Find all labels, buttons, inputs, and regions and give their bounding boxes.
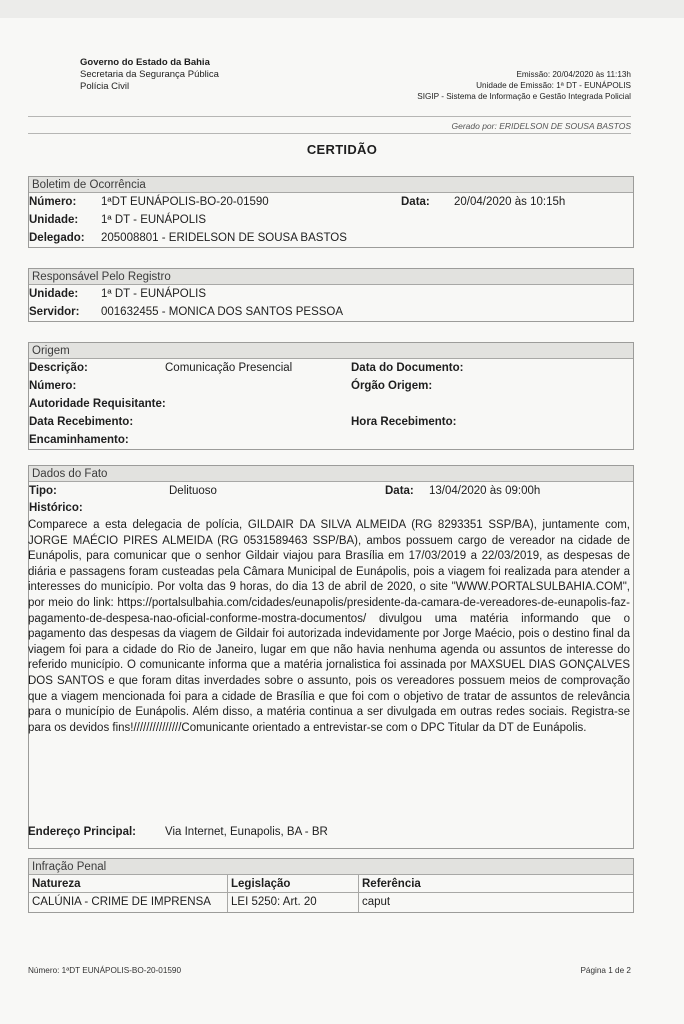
tipo-label: Tipo: <box>29 485 57 497</box>
endereco-label: Endereço Principal: <box>28 826 137 838</box>
historico-text: Comparece a esta delegacia de polícia, GILDAIR DA SILVA ALMEIDA (RG 8293351 SSP/BA), juntamente com, JORGE MAÉCIO PIRES ALMEIDA (RG 0531589463 SSP/BA), ambos possuem cargo de vereador na cidade de Eunápolis, para comunicar que o senhor Gildair viajou para Brasília em 17/03/2019 a 22/03/2019, as despesas de diária e passagens foram custeadas pela Câmara Municipal de Eunápolis, pois a viagem foi realizada para atender a interesses do município. Por volta das 9 horas, do dia 13 de abril de 2020, o site "WWW.PORTALSULBAHIA.COM", por meio do link: https://portalsulbahia.com/cidades/eunapolis/presidente-da-camara-de-vereadores-de-eunapolis-faz-pagamento-de-despesa-nao-oficial-conforme-mostra-documentos/ divulgou uma matéria informando que o pagamento das despesas da viagem de Gildair foi autorizada indevidamente por Jorge Maécio, pois o destino final da viagem foi para a cidade do Rio de Janeiro, lugar em que não havia nenhuma agenda ou assuntos de interesse do referido município. O comunicante informa que a matéria jornalistica foi assinada por MAXSUEL DIAS GONÇALVES DOS SANTOS e que foram ditas inverdades sobre o assunto, pois os vereadores possuem meios de comprovação que a viagem mencionada foi para a cidade de Brasília e que foi com o objetivo de tratar de assuntos de relevância para o município de Eunápolis. Além disso, a matéria continua a ser divulgada em outras redes sociais. Registra-se para os devidos fins!///////////////Comunicante orientado a entrevistar-se com o DPC Titular da DT de Eunápolis. <box>28 519 630 734</box>
section-boletim <box>28 176 634 248</box>
column-header-legislacao: Legislação <box>228 875 359 893</box>
numero-label: Número: <box>29 380 77 392</box>
section-heading: Origem <box>29 343 633 359</box>
origem-row-numero <box>29 377 633 395</box>
section-heading: Boletim de Ocorrência <box>29 177 633 193</box>
origem-row-recebimento <box>29 413 633 431</box>
secretaria-name: Secretaria da Segurança Pública <box>80 69 219 80</box>
section-heading: Dados do Fato <box>29 466 633 482</box>
data-documento-label: Data do Documento: <box>351 362 464 374</box>
infracao-table <box>29 875 633 912</box>
page-title: CERTIDÃO <box>306 142 378 157</box>
header-divider <box>28 116 631 117</box>
boletim-row-unidade <box>29 211 633 229</box>
historico-label: Histórico: <box>29 502 83 514</box>
origem-row-autoridade <box>29 395 633 413</box>
tipo-value: Delituoso <box>169 485 217 497</box>
gerado-por: Gerado por: ERIDELSON DE SOUSA BASTOS <box>451 121 631 131</box>
unidade-label: Unidade: <box>29 288 79 300</box>
delegado-label: Delegado: <box>29 232 85 244</box>
descricao-value: Comunicação Presencial <box>165 362 293 374</box>
boletim-row-numero <box>29 193 633 211</box>
natureza-cell: CALÚNIA - CRIME DE IMPRENSA <box>32 896 211 908</box>
origem-row-encaminhamento <box>29 431 633 449</box>
delegado-value: 205008801 - ERIDELSON DE SOUSA BASTOS <box>101 232 347 244</box>
encaminhamento-label: Encaminhamento: <box>29 434 129 446</box>
top-band <box>0 0 684 19</box>
referencia-cell: caput <box>359 893 634 912</box>
fato-row-historico-label <box>29 500 633 516</box>
responsavel-row-unidade <box>29 285 633 303</box>
servidor-label: Servidor: <box>29 306 80 318</box>
section-heading: Responsável Pelo Registro <box>29 269 633 285</box>
unidade-emissao-text: Unidade de Emissão: 1ª DT - EUNÁPOLIS <box>476 81 631 90</box>
table-row <box>29 893 633 912</box>
data-value: 13/04/2020 às 09:00h <box>429 485 541 497</box>
header-right <box>417 69 631 102</box>
data-value: 20/04/2020 às 10:15h <box>454 196 566 208</box>
footer-pagina: Página 1 de 2 <box>580 966 631 975</box>
section-origem <box>28 342 634 450</box>
section-heading: Infração Penal <box>29 859 633 875</box>
org-name: Governo do Estado da Bahia <box>80 57 210 68</box>
orgao-origem-label: Órgão Origem: <box>351 380 433 392</box>
footer-numero: Número: 1ªDT EUNÁPOLIS-BO-20-01590 <box>28 966 182 975</box>
endereco-value: Via Internet, Eunapolis, BA - BR <box>165 826 328 838</box>
numero-label: Número: <box>29 196 77 208</box>
responsavel-row-servidor <box>29 303 633 321</box>
table-header-row <box>29 875 633 893</box>
data-label: Data: <box>401 196 430 208</box>
unidade-label: Unidade: <box>29 214 79 226</box>
boletim-row-delegado <box>29 229 633 247</box>
fato-row-endereco <box>28 823 630 841</box>
policia-name: Polícia Civil <box>80 81 130 92</box>
gerado-divider <box>28 133 631 134</box>
data-label: Data: <box>385 485 414 497</box>
section-responsavel <box>28 268 634 322</box>
origem-row-descricao <box>29 359 633 377</box>
data-recebimento-label: Data Recebimento: <box>29 416 134 428</box>
column-header-referencia: Referência <box>359 875 634 893</box>
autoridade-label: Autoridade Requisitante: <box>29 398 166 410</box>
descricao-label: Descrição: <box>29 362 88 374</box>
unidade-value: 1ª DT - EUNÁPOLIS <box>101 288 207 300</box>
servidor-value: 001632455 - MONICA DOS SANTOS PESSOA <box>101 306 344 318</box>
legislacao-cell: LEI 5250: Art. 20 <box>228 893 359 912</box>
sistema-text: SIGIP - Sistema de Informação e Gestão Integrada Policial <box>417 92 631 101</box>
column-header-natureza: Natureza <box>29 875 228 893</box>
hora-recebimento-label: Hora Recebimento: <box>351 416 457 428</box>
fato-row-tipo <box>29 482 633 500</box>
unidade-value: 1ª DT - EUNÁPOLIS <box>101 214 207 226</box>
emissao-text: Emissão: 20/04/2020 às 11:13h <box>516 70 631 79</box>
section-infracao <box>28 858 634 913</box>
header-left <box>80 57 219 93</box>
numero-value: 1ªDT EUNÁPOLIS-BO-20-01590 <box>101 196 269 208</box>
